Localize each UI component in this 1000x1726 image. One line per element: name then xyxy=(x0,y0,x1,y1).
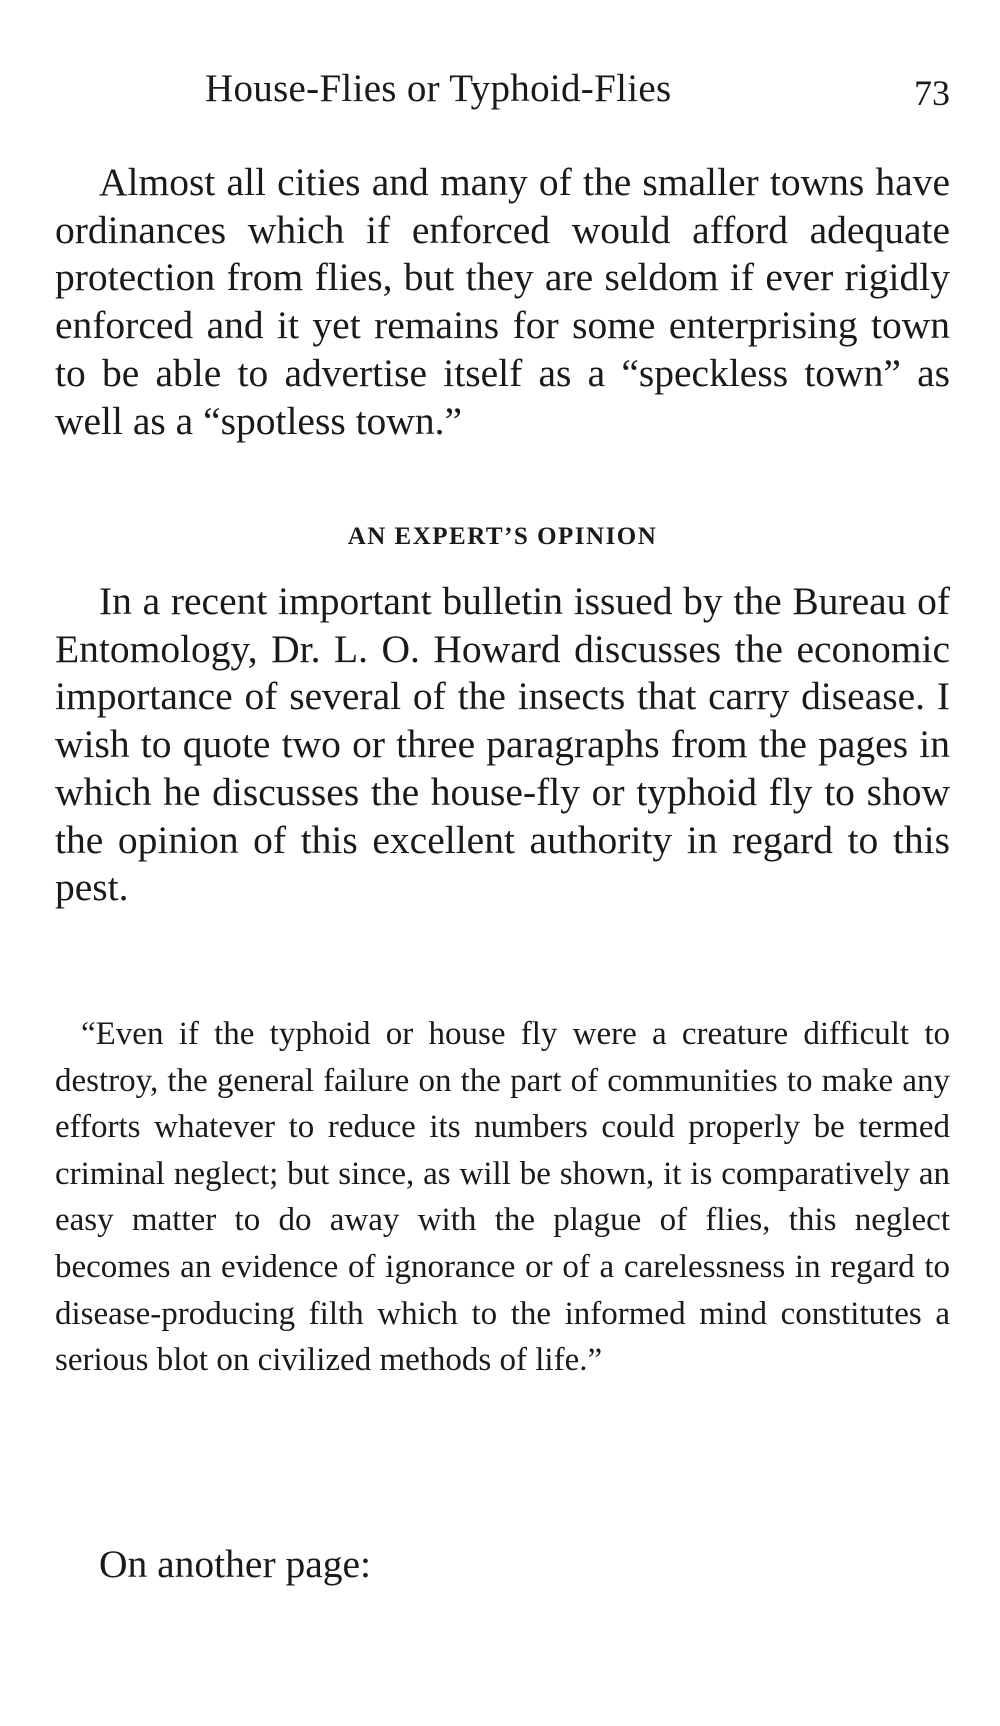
running-title: House-Flies or Typhoid-Flies xyxy=(205,67,672,110)
page-number: 73 xyxy=(914,73,950,113)
running-head xyxy=(55,66,950,122)
section-heading: AN EXPERT’S OPINION xyxy=(347,523,658,550)
block-quote: “Even if the typhoid or house fly were a creature difficult to destroy, the general failure on the part of communities to make any efforts whatever to reduce its numbers could properly be termed criminal neglect; but since, as will be shown, it is comparatively an easy matter to do away with the plague of flies, this neglect becomes an evidence of ignorance or of a carelessness in regard to disease-producing filth which to the informed mind constitutes a serious blot on civilized methods of life.” xyxy=(55,1016,950,1379)
closing-paragraph: On another page: xyxy=(99,1542,372,1586)
intro-paragraph: Almost all cities and many of the smaller towns have ordinances which if enforced would afford adequate protection from flies, but they are seldom if ever rigidly enforced and it yet remains for some enterprising town to be able to advertise itself as a “speckless town” as well as a “spotless town.” xyxy=(55,160,950,443)
expert-paragraph: In a recent important bulletin issued by the Bureau of Entomology, Dr. L. O. Howard discusses the economic importance of several of the insects that carry disease. I wish to quote two or three paragraphs from the pages in which he discusses the house-fly or typhoid fly to show the opinion of this excellent authority in regard to this pest. xyxy=(55,579,950,910)
